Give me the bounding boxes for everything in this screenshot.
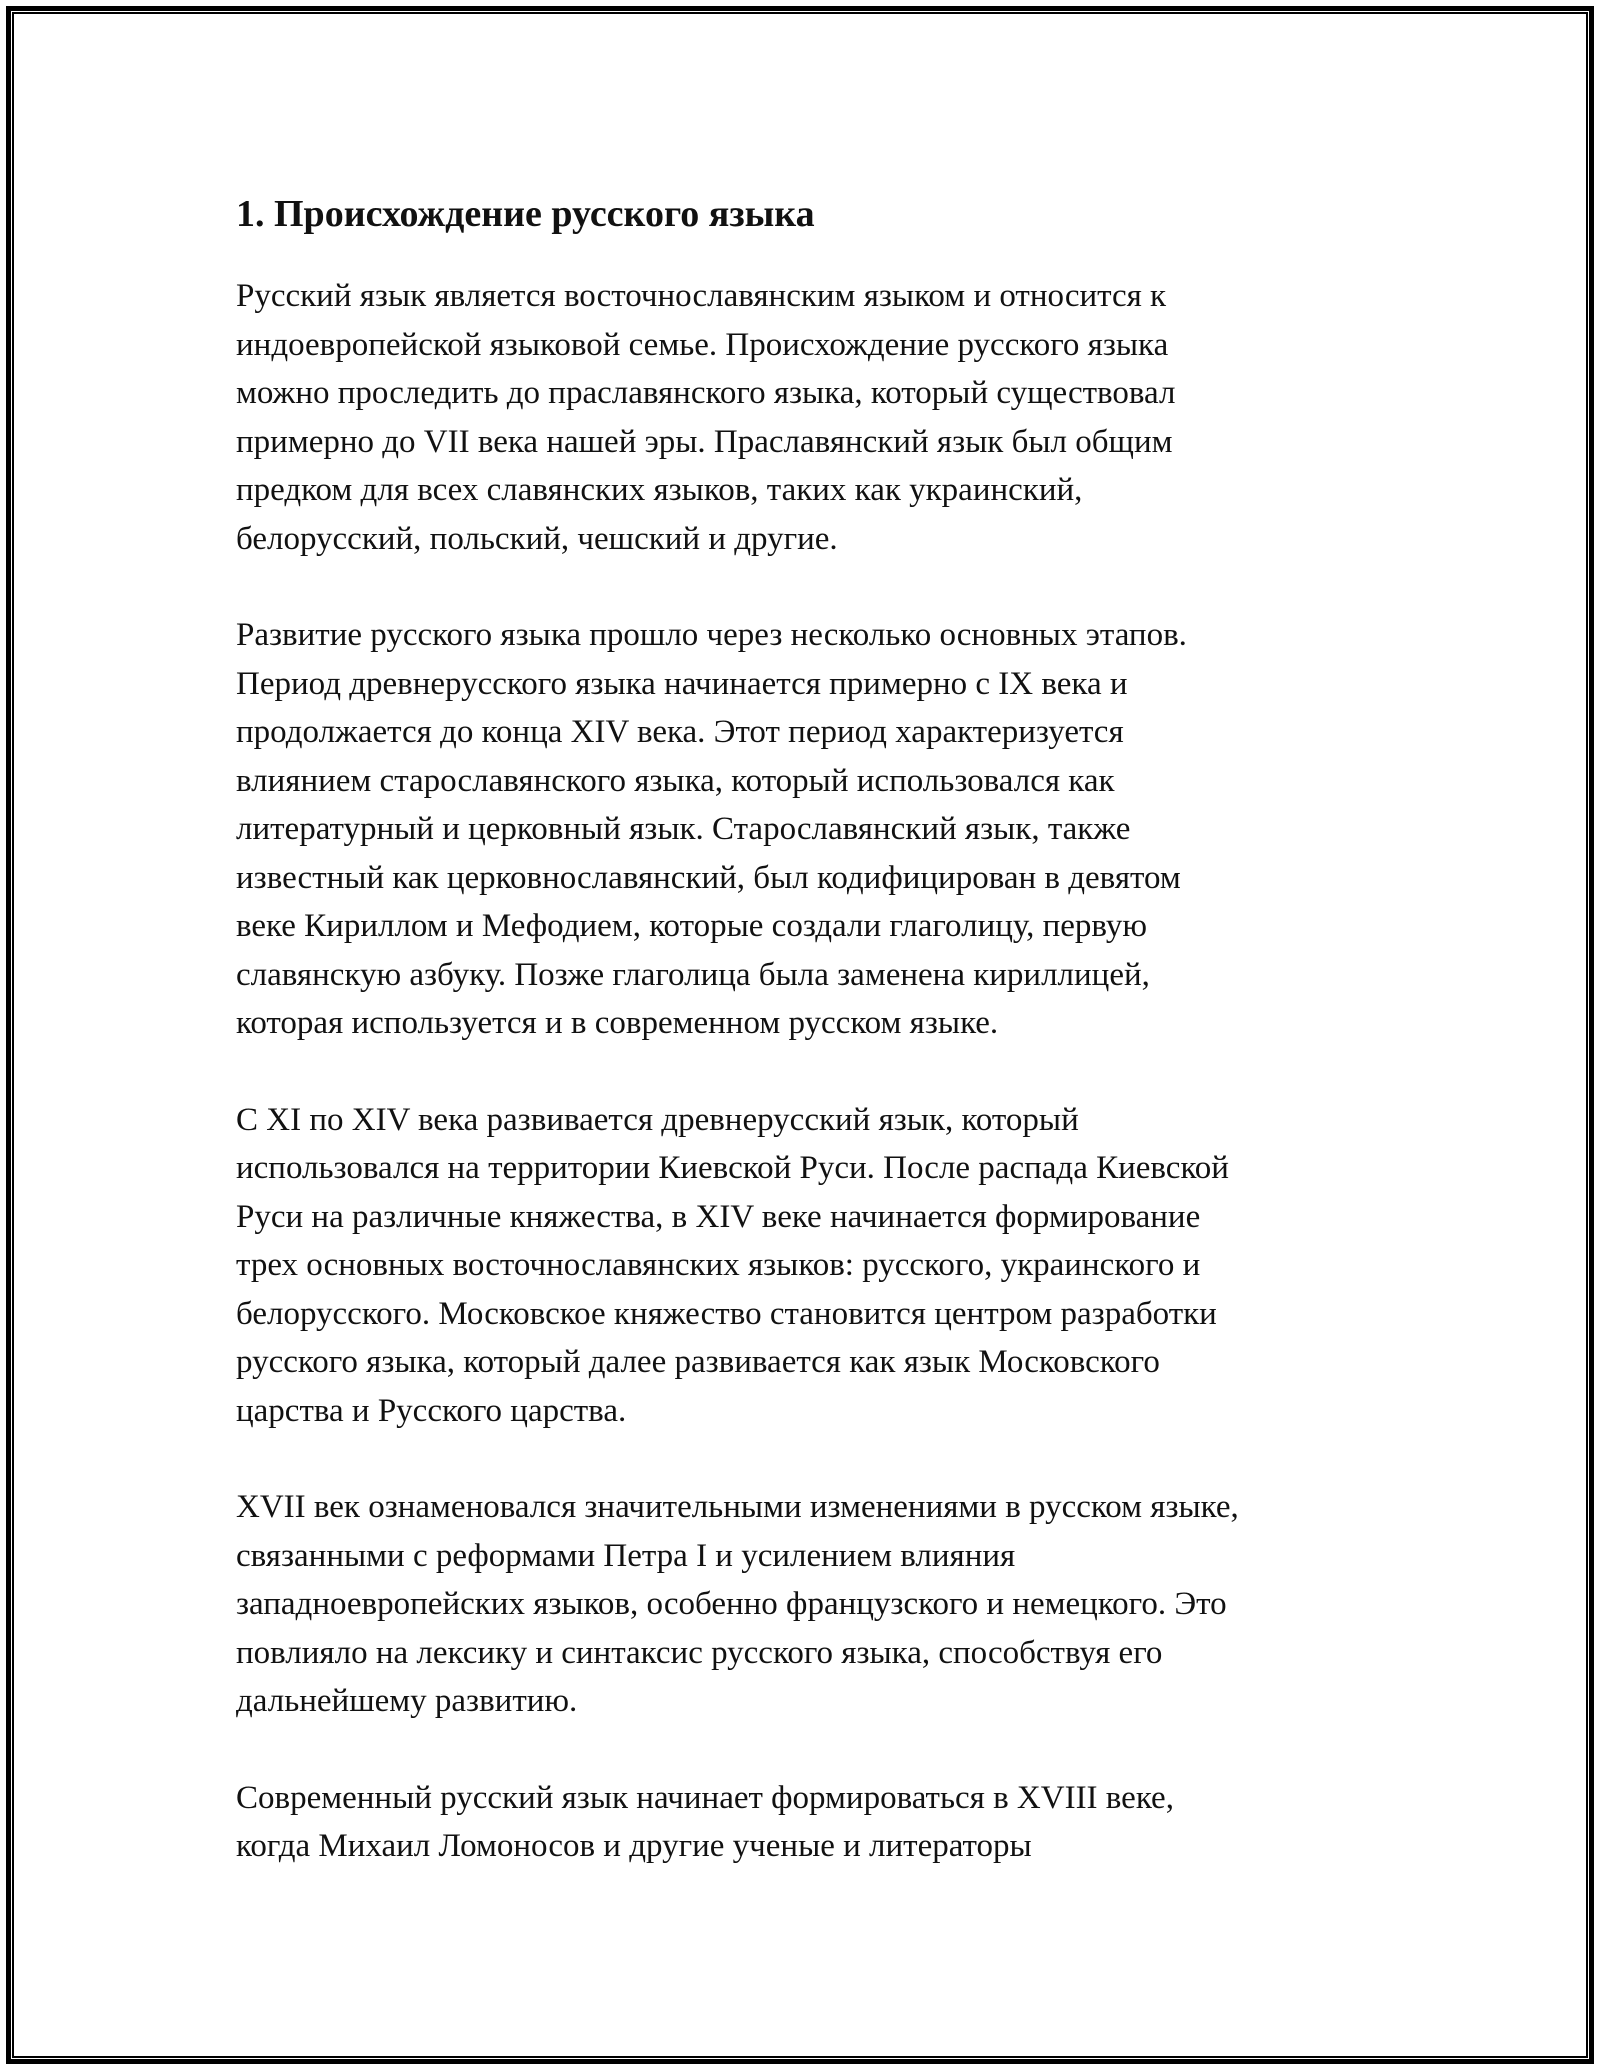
paragraph-line: западноевропейских языков, особенно французского и немецкого. Это [236,1586,1227,1622]
paragraph-line: царства и Русского царства. [236,1392,627,1429]
paragraph-line: Современный русский язык начинает формироваться в XVIII веке, [236,1779,1174,1816]
paragraph-line: использовался на территории Киевской Руси. После распада Киевской [236,1150,1229,1186]
section-heading: 1. Происхождение русского языка [236,193,815,235]
paragraph-line: Руси на различные княжества, в XIV веке начинается формирование [236,1198,1201,1235]
paragraph-line: Русский язык является восточнославянским языком и относится к [236,278,1167,314]
paragraph-line: продолжается до конца XIV века. Этот период характеризуется [236,714,1124,750]
paragraph-old-russian-period [236,611,1386,1048]
paragraph-line: литературный и церковный язык. Старославянский язык, также [236,811,1131,847]
paragraph-line: С XI по XIV века развивается древнерусский язык, который [236,1101,1079,1138]
paragraph-line: которая используется и в современном русском языке. [236,1005,999,1041]
paragraph-line: славянскую азбуку. Позже глаголица была заменена кириллицей, [236,956,1150,993]
paragraph-17th-century [236,1483,1386,1726]
paragraph-line: XVII век ознаменовался значительными изменениями в русском языке, [236,1489,1239,1525]
paragraph-line: примерно до VII века нашей эры. Праславянский язык был общим [236,423,1173,460]
paragraph-line: индоевропейской языковой семье. Происхождение русского языка [236,326,1169,363]
paragraph-line: трех основных восточнославянских языков: русского, украинского и [236,1247,1201,1283]
paragraph-line: русского языка, который далее развивается как язык Московского [236,1344,1160,1380]
paragraph-line: предком для всех славянских языков, таких как украинский, [236,472,1083,508]
paragraph-line: повлияло на лексику и синтаксис русского языка, способствуя его [236,1634,1163,1671]
paragraph-line: влиянием старославянского языка, который использовался как [236,762,1115,799]
paragraph-line: когда Михаил Ломоносов и другие ученые и литераторы [236,1828,1032,1864]
paragraph-line: белорусский, польский, чешский и другие. [236,520,838,557]
paragraph-origin [236,272,1386,563]
paragraph-line: связанными с реформами Петра I и усилением влияния [236,1537,1016,1574]
paragraph-kievan-rus [236,1096,1386,1436]
paragraph-line: белорусского. Московское княжество становится центром разработки [236,1295,1217,1332]
document-body [236,186,1386,1919]
paragraph-line: можно проследить до праславянского языка, который существовал [236,375,1176,411]
paragraph-line: веке Кириллом и Мефодием, которые создали глаголицу, первую [236,908,1148,944]
paragraph-line: Развитие русского языка прошло через несколько основных этапов. [236,617,1187,653]
paragraph-modern-russian [236,1774,1386,1871]
paragraph-line: Период древнерусского языка начинается примерно с IX века и [236,665,1128,702]
paragraph-line: известный как церковнославянский, был кодифицирован в девятом [236,859,1181,896]
paragraph-line: дальнейшему развитию. [236,1683,578,1719]
